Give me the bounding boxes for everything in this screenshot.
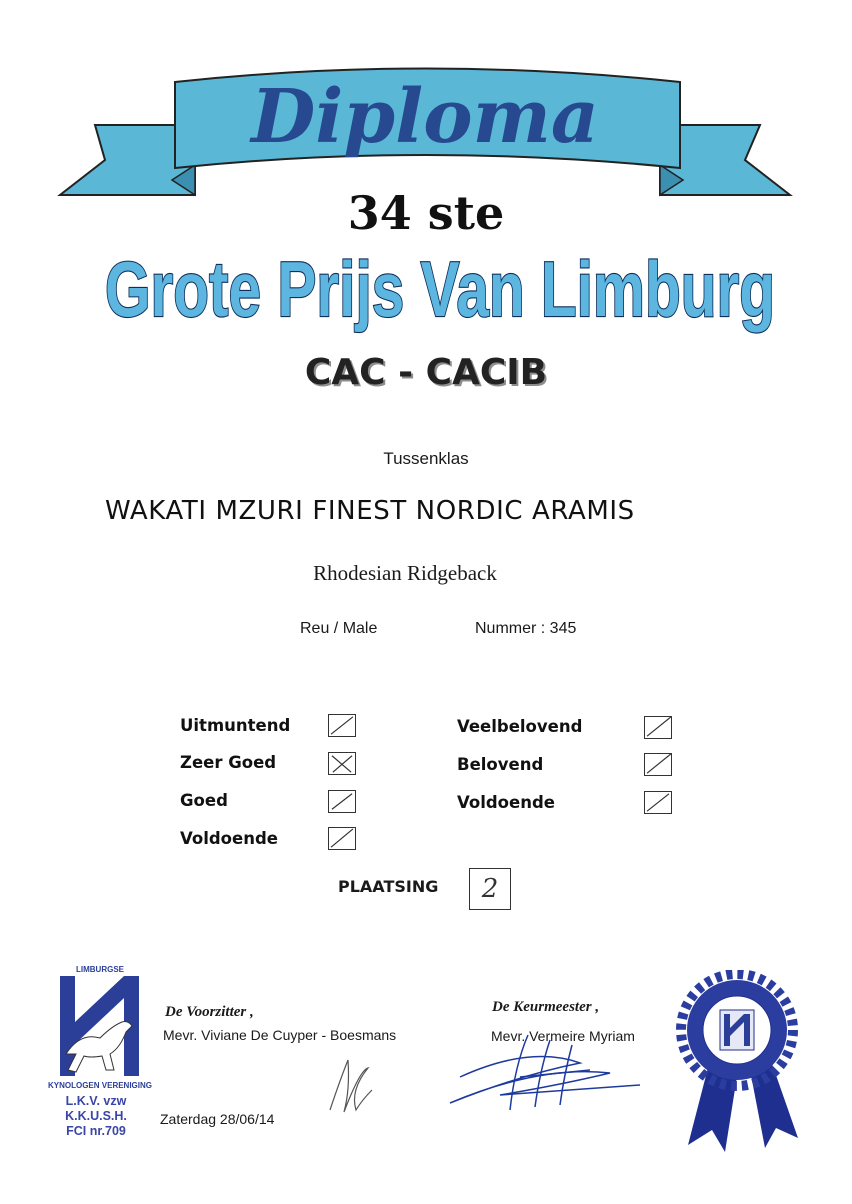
judge-signature: [440, 1015, 670, 1115]
qual-label: Uitmuntend: [180, 716, 291, 735]
qual-label: Voldoende: [180, 829, 278, 848]
qual-checkbox: [644, 753, 672, 776]
svg-text:Grote Prijs Van Limburg: Grote Prijs Van Limburg: [105, 245, 775, 333]
placing-value: 2: [469, 868, 511, 910]
qual-checkbox: [328, 790, 356, 813]
qual-label: Voldoende: [457, 793, 555, 812]
club-line: L.K.V. vzw: [65, 1094, 127, 1108]
rosette-seal: [670, 970, 805, 1155]
qual-checkbox: [328, 714, 356, 737]
class-name: Tussenklas: [383, 449, 469, 468]
qual-label: Goed: [180, 791, 228, 810]
event-date: Zaterdag 28/06/14: [160, 1111, 275, 1127]
dog-sex: Reu / Male: [300, 620, 378, 637]
placing-label: PLAATSING: [338, 877, 439, 896]
judge-name: Mevr. Vermeire Myriam: [491, 1028, 635, 1044]
qual-checkbox: [328, 827, 356, 850]
breed: Rhodesian Ridgeback: [313, 561, 497, 585]
qual-checkbox-checked: [328, 752, 356, 775]
club-logo: [40, 962, 160, 1092]
chair-role: De Voorzitter ,: [165, 1004, 254, 1020]
qual-checkbox: [644, 716, 672, 739]
event-subtitle: CAC - CACIB: [304, 352, 548, 393]
event-title: [0, 238, 852, 348]
qual-label: Belovend: [457, 755, 544, 774]
club-line: K.K.U.S.H.: [65, 1109, 127, 1123]
chair-name: Mevr. Viviane De Cuyper - Boesmans: [163, 1027, 397, 1043]
qual-label: Zeer Goed: [180, 753, 277, 772]
qual-label: Veelbelovend: [457, 717, 583, 736]
svg-text:KYNOLOGEN VERENIGING: KYNOLOGEN VERENIGING: [47, 1081, 153, 1090]
judge-role: De Keurmeester ,: [492, 999, 600, 1015]
svg-text:LIMBURGSE: LIMBURGSE: [76, 965, 124, 974]
catalog-number: Nummer : 345: [475, 620, 577, 637]
chair-signature: [320, 1050, 380, 1120]
club-details: [46, 1094, 146, 1139]
banner-title: Diploma: [251, 74, 599, 160]
qual-checkbox: [644, 791, 672, 814]
edition: 34 ste: [347, 186, 505, 240]
club-line: FCI nr.709: [66, 1124, 126, 1138]
dog-name: WAKATI MZURI FINEST NORDIC ARAMIS: [105, 496, 635, 526]
